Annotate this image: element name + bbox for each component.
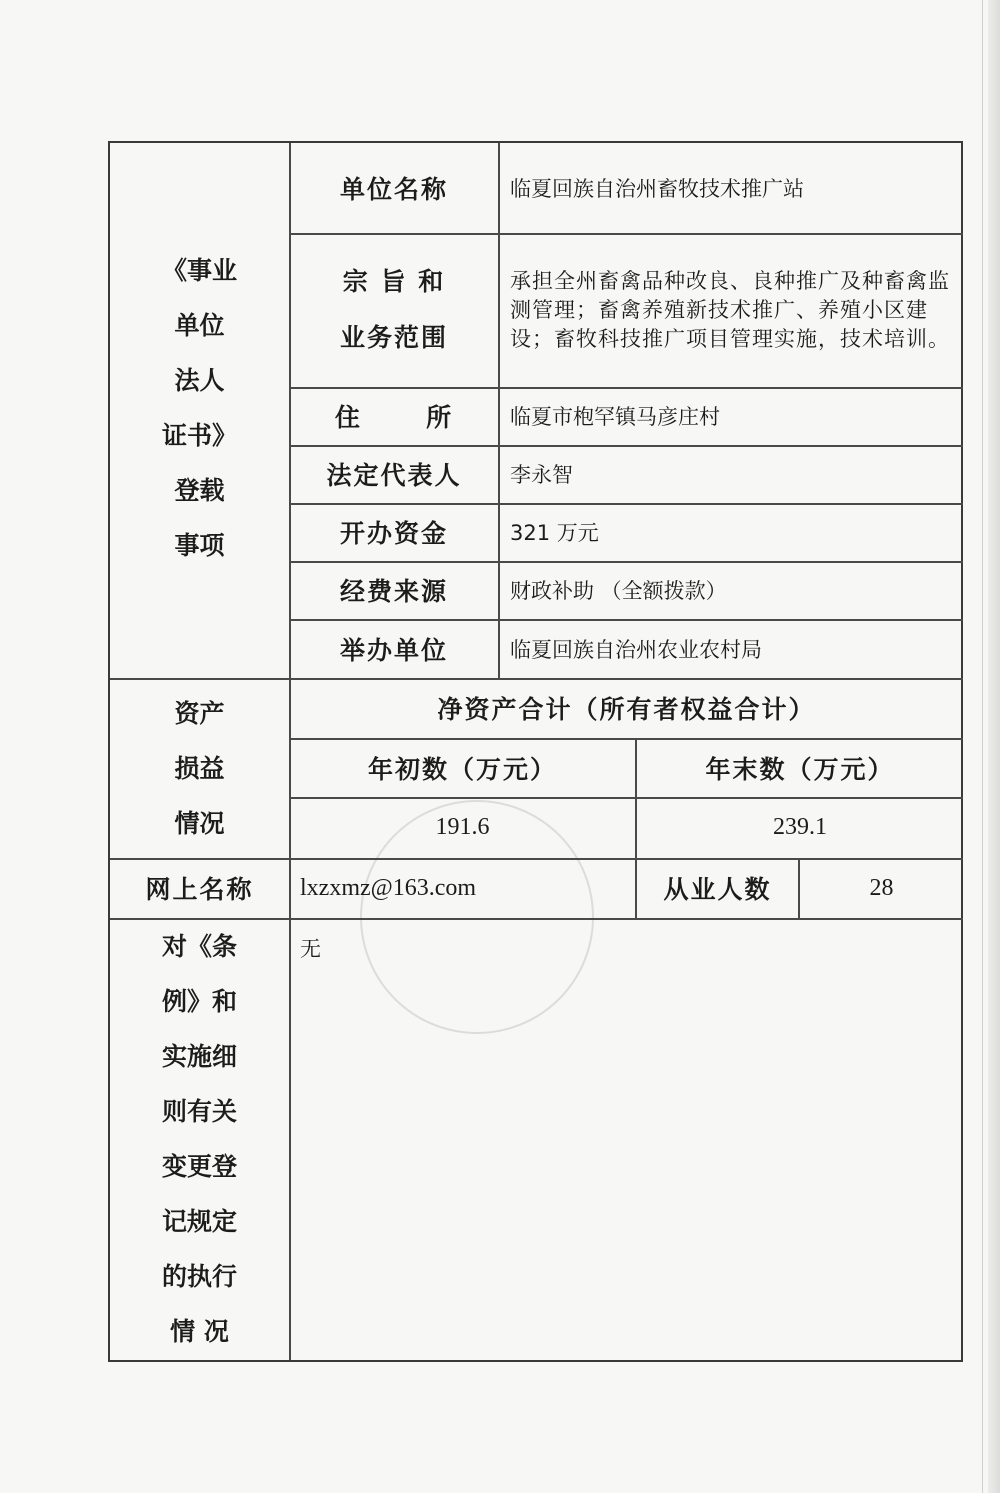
- online-name-label: 网上名称: [145, 875, 254, 904]
- sponsor-value: 临夏回族自治州农业农村局: [510, 637, 762, 662]
- execution-heading-cell: [110, 918, 289, 1360]
- assets-heading: 资产 损益 情况: [174, 698, 225, 838]
- capital-label: 开办资金: [339, 519, 448, 548]
- purpose-value-cell: [500, 233, 963, 387]
- begin-value: 191.6: [435, 814, 490, 840]
- funding-label: 经费来源: [339, 577, 448, 606]
- purpose-label-line2: 业务范围: [339, 323, 448, 352]
- certificate-heading-cell: [110, 233, 289, 583]
- net-assets-header: 净资产合计（所有者权益合计）: [437, 695, 816, 724]
- legal-rep-label: 法定代表人: [326, 461, 462, 490]
- sponsor-label: 举办单位: [339, 635, 448, 665]
- end-value: 239.1: [773, 814, 827, 840]
- staff-value: 28: [869, 874, 894, 901]
- purpose-value: 承担全州畜禽品种改良、良种推广及种畜禽监测管理；畜禽养殖新技术推广、养殖小区建设；畜牧科技推广项目管理实施，技术培训。: [510, 268, 950, 351]
- address-value: 临夏市枹罕镇马彦庄村: [510, 405, 720, 429]
- address-label: 住 所: [334, 403, 454, 432]
- execution-value: 无: [300, 937, 321, 961]
- staff-label: 从业人数: [663, 875, 772, 904]
- online-name-value: lxzxmz@163.com: [300, 874, 477, 901]
- begin-header: 年初数（万元）: [367, 754, 557, 784]
- unit-name-label: 单位名称: [339, 175, 448, 204]
- registration-table: [108, 141, 963, 1362]
- assets-heading-cell: [110, 678, 289, 858]
- purpose-label-cell: [290, 233, 498, 387]
- funding-value: 财政补助 （全额拨款）: [510, 579, 727, 603]
- certificate-heading: 《事业 单位 法人 证书》 登载 事项: [161, 256, 237, 560]
- page-edge: [988, 0, 1000, 1493]
- legal-rep-value: 李永智: [510, 463, 573, 487]
- unit-name-value: 临夏回族自治州畜牧技术推广站: [510, 177, 804, 201]
- purpose-label-line1: 宗 旨 和: [342, 267, 446, 296]
- capital-value: 321 万元: [510, 521, 599, 545]
- end-header: 年末数（万元）: [705, 754, 895, 784]
- page-edge-line: [982, 0, 983, 1493]
- execution-heading: 对《条 例》和 实施细 则有关 变更登 记规定 的执行 情 况: [161, 932, 237, 1346]
